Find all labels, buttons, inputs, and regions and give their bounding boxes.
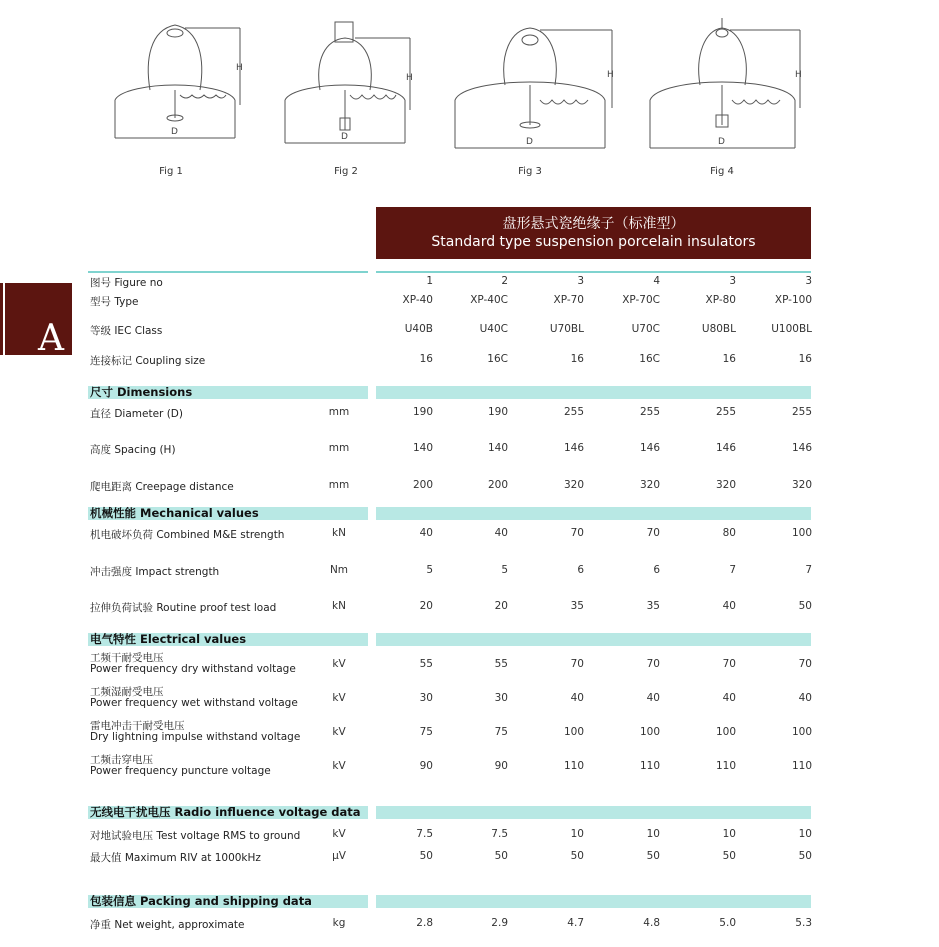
data-row-cell: 255 <box>563 406 584 418</box>
section-bar-right <box>376 507 811 520</box>
data-row-cell: 110 <box>563 760 584 772</box>
fig4-drawing <box>650 18 800 148</box>
data-row-cell: 50 <box>798 600 812 612</box>
data-row-cell: 2.8 <box>416 917 433 929</box>
meta-row-cell: XP-40 <box>402 294 433 306</box>
row-label: 冲击强度 Impact strength <box>90 566 220 578</box>
data-row-cell: 40 <box>722 600 736 612</box>
row-unit: kV <box>332 658 346 670</box>
meta-row-cell: 3 <box>805 275 812 287</box>
meta-row-cell: U40C <box>479 323 508 335</box>
meta-row-cell: 16 <box>570 353 584 365</box>
data-row-cell: 5.3 <box>795 917 812 929</box>
data-row-cell: 50 <box>419 850 433 862</box>
fig3-dim-d: D <box>526 137 533 147</box>
table-header-band <box>376 207 811 259</box>
data-row-cell: 200 <box>412 479 433 491</box>
meta-row-cell: 1 <box>426 275 433 287</box>
data-row-cell: 110 <box>715 760 736 772</box>
row-label: 高度 Spacing (H) <box>90 444 176 456</box>
fig-label-4: Fig 4 <box>710 166 734 177</box>
data-row-cell: 70 <box>570 658 584 670</box>
data-row-cell: 5.0 <box>719 917 736 929</box>
fig4-dim-h: H <box>795 70 802 80</box>
meta-row-cell: 16 <box>722 353 736 365</box>
section-title: 电气特性 Electrical values <box>90 632 247 646</box>
row-label-en: Power frequency dry withstand voltage <box>90 663 296 675</box>
data-row-cell: 10 <box>646 828 660 840</box>
meta-row-cell: 16C <box>487 353 508 365</box>
data-row-cell: 146 <box>715 442 736 454</box>
meta-row-cell: 4 <box>653 275 660 287</box>
data-row-cell: 100 <box>715 726 736 738</box>
row-unit: mm <box>328 406 350 418</box>
data-row-cell: 7.5 <box>416 828 433 840</box>
data-row-cell: 50 <box>722 850 736 862</box>
row-label: 最大值 Maximum RIV at 1000kHz <box>90 852 261 864</box>
row-label: 机电破坏负荷 Combined M&E strength <box>90 529 285 541</box>
row-unit: kg <box>332 917 346 929</box>
meta-row-cell: XP-70C <box>622 294 660 306</box>
data-row-cell: 110 <box>639 760 660 772</box>
section-title: 包装信息 Packing and shipping data <box>90 894 312 908</box>
row-unit: mm <box>328 479 350 491</box>
side-tab-letter: A <box>38 318 64 359</box>
row-unit: μV <box>332 850 346 862</box>
data-row-cell: 190 <box>487 406 508 418</box>
data-row-cell: 146 <box>639 442 660 454</box>
data-row-cell: 320 <box>639 479 660 491</box>
data-row-cell: 190 <box>412 406 433 418</box>
data-row-cell: 35 <box>570 600 584 612</box>
meta-row-cell: U40B <box>404 323 433 335</box>
data-row-cell: 146 <box>791 442 812 454</box>
data-row-cell: 5 <box>426 564 433 576</box>
insulator-figures-drawing <box>0 0 939 190</box>
row-label: 拉伸负荷试验 Routine proof test load <box>90 602 277 614</box>
header-title-en: Standard type suspension porcelain insulators <box>431 234 756 250</box>
data-row-cell: 2.9 <box>491 917 508 929</box>
fig1-drawing <box>115 25 240 138</box>
data-row-cell: 55 <box>494 658 508 670</box>
meta-row-cell: 16 <box>798 353 812 365</box>
row-label: 对地试验电压 Test voltage RMS to ground <box>90 830 301 842</box>
section-title: 尺寸 Dimensions <box>90 385 193 399</box>
data-row-cell: 70 <box>646 527 660 539</box>
meta-row-cell: 3 <box>577 275 584 287</box>
data-row-cell: 75 <box>419 726 433 738</box>
data-row-cell: 40 <box>646 692 660 704</box>
data-row-cell: 140 <box>487 442 508 454</box>
data-row-cell: 7 <box>729 564 736 576</box>
data-row-cell: 40 <box>494 527 508 539</box>
data-row-cell: 5 <box>501 564 508 576</box>
data-row-cell: 6 <box>577 564 584 576</box>
data-row-cell: 4.7 <box>567 917 584 929</box>
data-row-cell: 70 <box>570 527 584 539</box>
row-unit: kV <box>332 828 346 840</box>
data-row-cell: 100 <box>639 726 660 738</box>
data-row-cell: 50 <box>646 850 660 862</box>
meta-row-cell: 16 <box>419 353 433 365</box>
data-row-cell: 70 <box>722 658 736 670</box>
header-title-zh: 盘形悬式瓷绝缘子（标准型） <box>502 216 685 232</box>
rule-line-left <box>88 271 368 273</box>
row-unit: kV <box>332 760 346 772</box>
data-row-cell: 146 <box>563 442 584 454</box>
data-row-cell: 50 <box>798 850 812 862</box>
row-label-en: Power frequency wet withstand voltage <box>90 697 298 709</box>
data-row-cell: 30 <box>494 692 508 704</box>
data-row-cell: 20 <box>494 600 508 612</box>
row-label-zh: 工频湿耐受电压 <box>90 686 164 698</box>
fig-label-2: Fig 2 <box>334 166 358 177</box>
meta-row-cell: 16C <box>639 353 660 365</box>
data-row-cell: 40 <box>419 527 433 539</box>
data-row-cell: 55 <box>419 658 433 670</box>
fig3-drawing <box>455 28 612 148</box>
data-row-cell: 100 <box>791 527 812 539</box>
data-row-cell: 70 <box>798 658 812 670</box>
meta-row-cell: XP-80 <box>705 294 736 306</box>
data-row-cell: 70 <box>646 658 660 670</box>
data-row-cell: 255 <box>715 406 736 418</box>
fig1-dim-h: H <box>236 63 243 73</box>
data-row-cell: 320 <box>791 479 812 491</box>
meta-row-cell: XP-70 <box>553 294 584 306</box>
data-row-cell: 320 <box>715 479 736 491</box>
meta-row-cell: U100BL <box>771 323 812 335</box>
data-row-cell: 255 <box>791 406 812 418</box>
fig4-dim-d: D <box>718 137 725 147</box>
data-row-cell: 50 <box>570 850 584 862</box>
data-row-cell: 140 <box>412 442 433 454</box>
row-label: 爬电距离 Creepage distance <box>90 481 234 493</box>
row-unit: kV <box>332 726 346 738</box>
data-row-cell: 4.8 <box>643 917 660 929</box>
data-row-cell: 255 <box>639 406 660 418</box>
data-row-cell: 10 <box>798 828 812 840</box>
row-label-en: Dry lightning impulse withstand voltage <box>90 731 301 743</box>
row-label-en: Power frequency puncture voltage <box>90 765 271 777</box>
data-row-cell: 7.5 <box>491 828 508 840</box>
data-row-cell: 40 <box>722 692 736 704</box>
meta-row-cell: 3 <box>729 275 736 287</box>
data-row-cell: 320 <box>563 479 584 491</box>
fig-label-1: Fig 1 <box>159 166 183 177</box>
meta-row-cell: 2 <box>501 275 508 287</box>
data-row-cell: 40 <box>798 692 812 704</box>
side-tab-edge <box>0 283 3 355</box>
meta-row-label: 等级 IEC Class <box>90 325 163 337</box>
section-bar-right <box>376 633 811 646</box>
row-label: 净重 Net weight, approximate <box>90 919 245 931</box>
row-unit: kN <box>332 600 346 612</box>
data-row-cell: 100 <box>563 726 584 738</box>
section-bar-right <box>376 895 811 908</box>
data-row-cell: 10 <box>570 828 584 840</box>
meta-row-cell: XP-100 <box>774 294 812 306</box>
section-bar-right <box>376 806 811 819</box>
data-row-cell: 40 <box>570 692 584 704</box>
row-label: 直径 Diameter (D) <box>90 408 183 420</box>
row-label-zh: 雷电冲击干耐受电压 <box>90 720 185 732</box>
fig2-dim-d: D <box>341 132 348 142</box>
fig-label-3: Fig 3 <box>518 166 542 177</box>
meta-row-cell: U80BL <box>701 323 736 335</box>
meta-row-label: 图号 Figure no <box>90 277 163 289</box>
section-title: 机械性能 Mechanical values <box>90 506 259 520</box>
fig3-dim-h: H <box>607 70 614 80</box>
meta-row-label: 连接标记 Coupling size <box>90 355 206 367</box>
rule-line-right <box>376 271 811 273</box>
meta-row-cell: U70C <box>631 323 660 335</box>
data-row-cell: 10 <box>722 828 736 840</box>
data-row-cell: 7 <box>805 564 812 576</box>
meta-row-label: 型号 Type <box>90 296 139 308</box>
data-row-cell: 90 <box>419 760 433 772</box>
fig2-drawing <box>285 22 410 143</box>
data-row-cell: 35 <box>646 600 660 612</box>
fig1-dim-d: D <box>171 127 178 137</box>
row-unit: Nm <box>329 564 349 576</box>
section-title: 无线电干扰电压 Radio influence voltage data <box>90 805 361 819</box>
data-row-cell: 100 <box>791 726 812 738</box>
fig2-dim-h: H <box>406 73 413 83</box>
data-row-cell: 90 <box>494 760 508 772</box>
data-row-cell: 6 <box>653 564 660 576</box>
data-row-cell: 75 <box>494 726 508 738</box>
meta-row-cell: U70BL <box>549 323 584 335</box>
row-unit: kN <box>332 527 346 539</box>
data-row-cell: 80 <box>722 527 736 539</box>
meta-row-cell: XP-40C <box>470 294 508 306</box>
row-label-zh: 工频干耐受电压 <box>90 652 164 664</box>
row-label-zh: 工频击穿电压 <box>90 754 153 766</box>
row-unit: kV <box>332 692 346 704</box>
data-row-cell: 110 <box>791 760 812 772</box>
data-row-cell: 200 <box>487 479 508 491</box>
section-bar-right <box>376 386 811 399</box>
row-unit: mm <box>328 442 350 454</box>
data-row-cell: 20 <box>419 600 433 612</box>
data-row-cell: 30 <box>419 692 433 704</box>
data-row-cell: 50 <box>494 850 508 862</box>
